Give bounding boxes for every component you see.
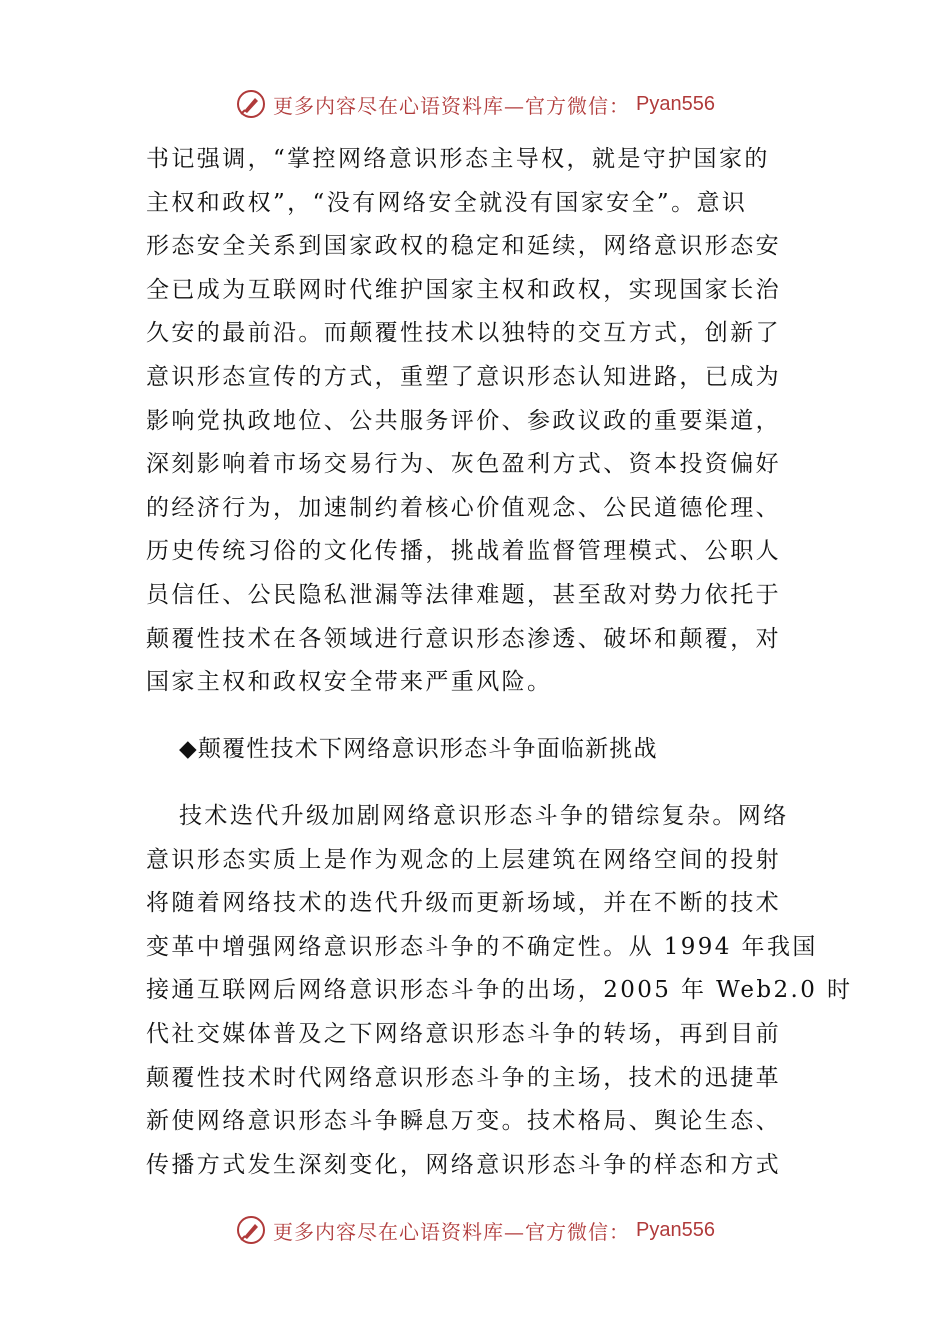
text-line: 的经济行为，加速制约着核心价值观念、公民道德伦理、 (146, 494, 781, 521)
text-line: 技术迭代升级加剧网络意识形态斗争的错综复杂。网络 (179, 803, 789, 829)
text-line: 全已成为互联网时代维护国家主权和政权，实现国家长治 (146, 276, 781, 303)
header-watermark (0, 84, 950, 124)
text-line: 颠覆性技术在各领域进行意识形态渗透、破坏和颠覆，对 (146, 625, 781, 652)
text-line: 主权和政权”，“没有网络安全就没有国家安全”。意识 (146, 189, 748, 216)
text-line: 久安的最前沿。而颠覆性技术以独特的交互方式，创新了 (146, 320, 781, 347)
paragraph-1 (146, 138, 806, 705)
watermark-text: 更多内容尽在心语资料库—官方微信： (273, 1219, 631, 1244)
heading-text: 颠覆性技术下网络意识形态斗争面临新挑战 (197, 736, 658, 762)
watermark-wechat-id: Pyan556 (636, 92, 715, 115)
pen-nib-logo-icon (235, 88, 267, 120)
text-line: 员信任、公民隐私泄漏等法律难题，甚至敌对势力依托于 (146, 581, 781, 608)
watermark-text: 更多内容尽在心语资料库—官方微信： (273, 93, 631, 118)
footer-watermark (0, 1210, 950, 1250)
paragraph-2 (146, 795, 853, 1187)
section-heading (146, 728, 806, 772)
diamond-bullet-icon: ◆ (179, 736, 198, 762)
watermark-wechat-id: Pyan556 (636, 1218, 715, 1241)
text-line: 国家主权和政权安全带来严重风险。 (146, 669, 553, 696)
text-line: 新使网络意识形态斗争瞬息万变。技术格局、舆论生态、 (146, 1108, 781, 1135)
pen-nib-logo-icon (235, 1214, 267, 1246)
text-line: 意识形态实质上是作为观念的上层建筑在网络空间的投射 (146, 846, 781, 873)
text-line: 代社交媒体普及之下网络意识形态斗争的转场，再到目前 (146, 1020, 781, 1047)
text-line: 变革中增强网络意识形态斗争的不确定性。从 1994 年我国 (146, 933, 818, 960)
text-line: 传播方式发生深刻变化，网络意识形态斗争的样态和方式 (146, 1151, 781, 1178)
text-line: 影响党执政地位、公共服务评价、参政议政的重要渠道， (146, 407, 781, 434)
text-line: 接通互联网后网络意识形态斗争的出场，2005 年 Web2.0 时 (146, 977, 853, 1004)
text-line: 书记强调，“掌控网络意识形态主导权，就是守护国家的 (146, 146, 770, 172)
text-line: 意识形态宣传的方式，重塑了意识形态认知进路，已成为 (146, 363, 781, 390)
text-line: 历史传统习俗的文化传播，挑战着监督管理模式、公职人 (146, 538, 781, 565)
text-line: 将随着网络技术的迭代升级而更新场域，并在不断的技术 (146, 890, 781, 917)
text-line: 形态安全关系到国家政权的稳定和延续，网络意识形态安 (146, 233, 781, 260)
text-line: 颠覆性技术时代网络意识形态斗争的主场，技术的迅捷革 (146, 1064, 781, 1091)
text-line: 深刻影响着市场交易行为、灰色盈利方式、资本投资偏好 (146, 451, 781, 478)
